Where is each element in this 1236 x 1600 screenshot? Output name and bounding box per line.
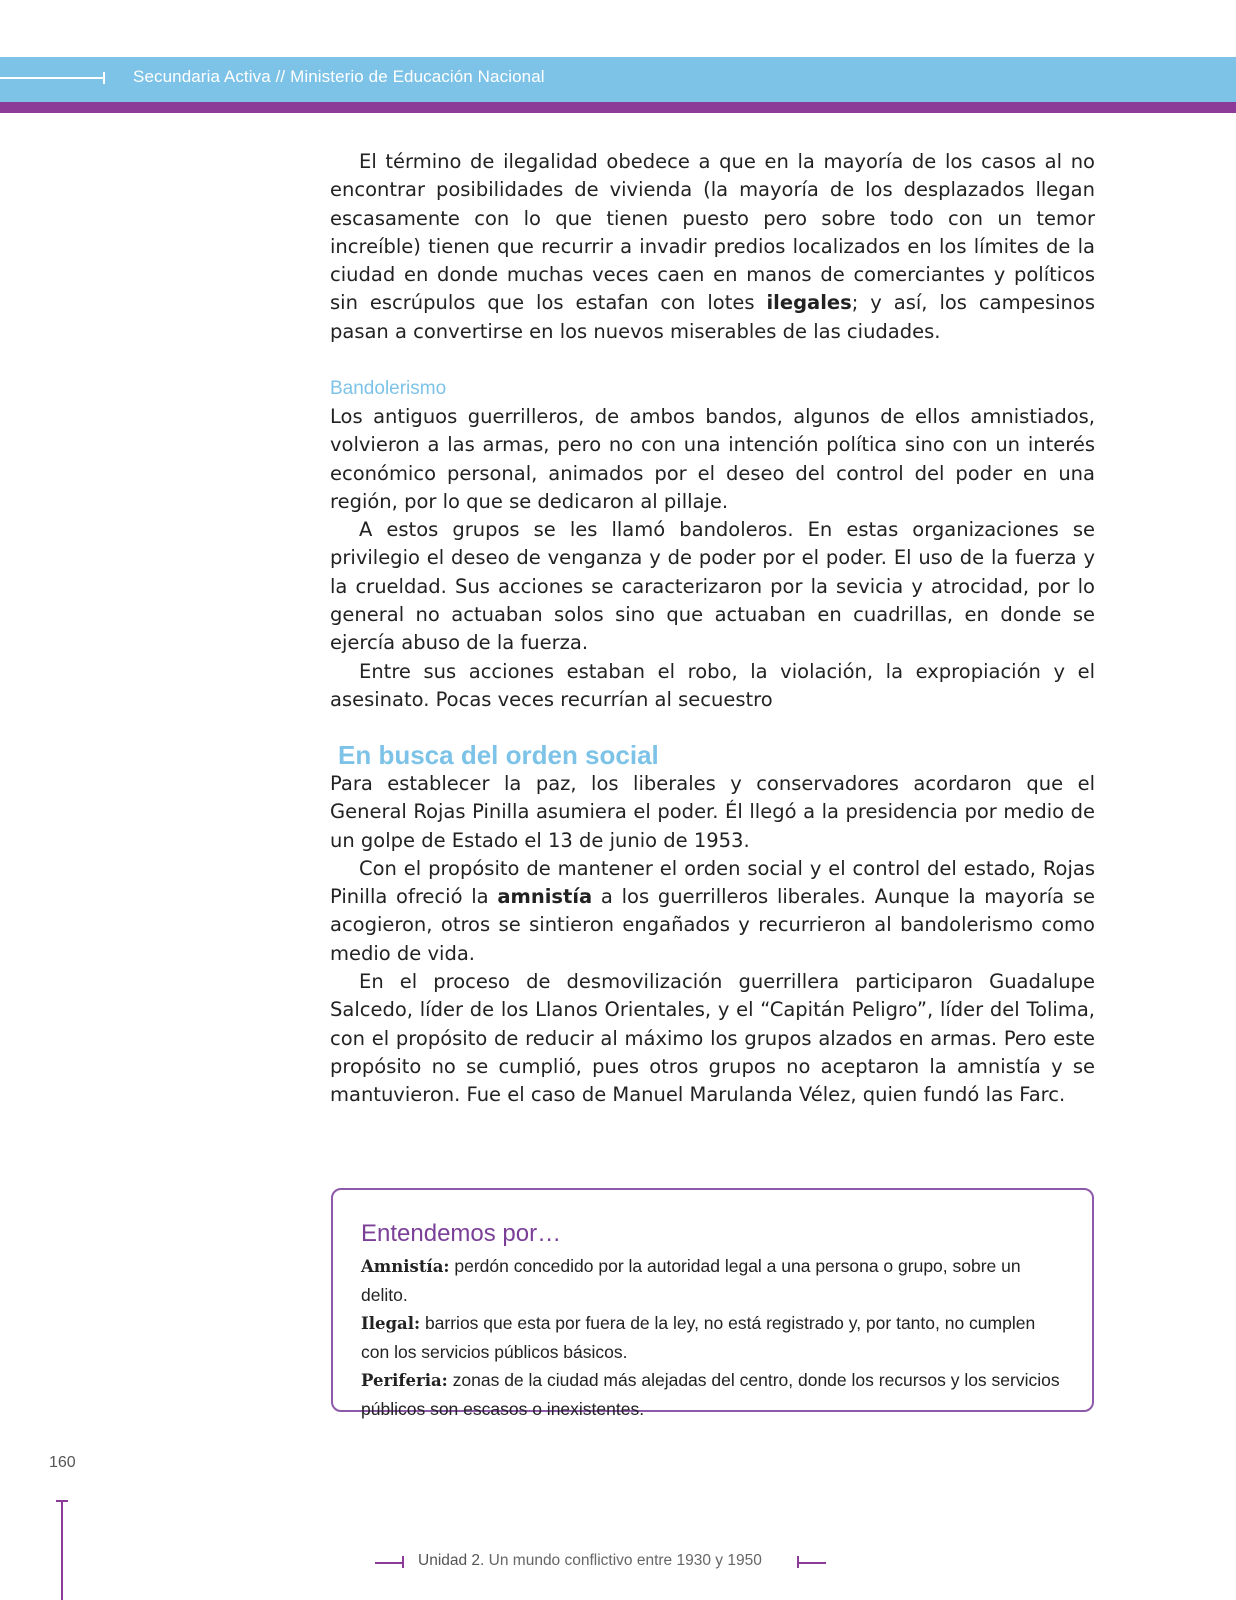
footer-rule-left-cap xyxy=(402,1556,404,1568)
bandolerismo-section xyxy=(330,375,1095,714)
bandolerismo-heading: Bandolerismo xyxy=(330,378,447,399)
glossary-entry-ilegal xyxy=(361,1309,1064,1366)
glossary-term: Periferia: xyxy=(361,1371,448,1390)
orden-social-section xyxy=(330,740,1095,1110)
glossary-box xyxy=(331,1188,1094,1419)
glossary-definition: barrios que esta por fuera de la ley, no está registrado y, por tanto, no cumplen con los servicios públicos básicos. xyxy=(361,1313,1036,1362)
orden-paragraph-2 xyxy=(330,855,1095,968)
ilegalidad-paragraph xyxy=(330,148,1095,346)
glossary-title: Entendemos por… xyxy=(361,1220,562,1247)
glossary-definition: zonas de la ciudad más alejadas del centro, donde los recursos y los servicios públicos son escasos o inexistentes. xyxy=(361,1370,1060,1419)
glossary-entry-amnistia xyxy=(361,1252,1064,1309)
page-number: 160 xyxy=(49,1454,76,1471)
ilegalidad-text-1: El término de ilegalidad obedece a que en la mayoría de los casos al no encontrar posibilidades de vivienda (la mayoría de los desplazados llegan escasamente con lo que tienen puesto pero sobre todo con un temor increíble) tienen que recurrir a invadir predios localizados en los límites de la ciudad en donde muchas veces caen en manos de comerciantes y políticos sin escrúpulos que los estafan con lotes xyxy=(330,150,1095,315)
orden-social-heading: En busca del orden social xyxy=(338,740,659,770)
margin-line xyxy=(61,1500,63,1600)
orden-text-2a: Con el propósito de mantener el orden social y el control del estado, Rojas Pinilla ofreció la xyxy=(330,856,1095,909)
footer xyxy=(375,1551,825,1575)
intro-column xyxy=(330,148,1095,346)
orden-text-2b: a los guerrilleros liberales. Aunque la mayoría se acogieron, otros se sintieron engañados y recurrieron al bandolerismo como medio de vida. xyxy=(330,885,1095,965)
ilegalidad-bold-term: ilegales xyxy=(766,291,852,315)
glossary-term: Ilegal: xyxy=(361,1314,421,1333)
glossary-term: Amnistía: xyxy=(361,1257,450,1276)
orden-paragraph-1: Para establecer la paz, los liberales y conservadores acordaron que el General Rojas Pinilla asumiera el poder. Él llegó a la presidencia por medio de un golpe de Estado el 13 de junio de 1953. xyxy=(330,772,1095,852)
header-stripe xyxy=(0,102,1236,113)
footer-unit xyxy=(418,1552,762,1570)
bandolerismo-paragraph-3: Entre sus acciones estaban el robo, la violación, la expropiación y el asesinato. Pocas veces recurrían al secuestro xyxy=(330,659,1095,711)
orden-paragraph-3: En el proceso de desmovilización guerrillera participaron Guadalupe Salcedo, líder de los Llanos Orientales, y el “Capitán Peligro”, líder del Tolima, con el propósito de reducir al máximo los grupos alzados en armas. Pero este propósito no se cumplió, pues otros grupos no aceptaron la amnistía y se mantuvieron. Fue el caso de Manuel Marulanda Vélez, quien fundó las Farc. xyxy=(330,970,1095,1107)
footer-rule-right xyxy=(798,1562,826,1564)
footer-unit-title: Un mundo conflictivo entre 1930 y 1950 xyxy=(484,1552,762,1569)
glossary-definition: perdón concedido por la autoridad legal a una persona o grupo, sobre un delito. xyxy=(361,1256,1021,1305)
header-title: Secundaria Activa // Ministerio de Educación Nacional xyxy=(133,67,545,86)
glossary-entry-periferia xyxy=(361,1366,1064,1423)
footer-unit-label: Unidad 2. xyxy=(418,1552,485,1569)
header-rule-tick xyxy=(103,72,105,84)
bandolerismo-paragraph-2: A estos grupos se les llamó bandoleros. En estas organizaciones se privilegio el deseo de venganza y de poder por el poder. El uso de la fuerza y la crueldad. Sus acciones se caracterizaron por la sevicia y atrocidad, por lo general no actuaban solos sino que actuaban en cuadrillas, en donde se ejercía abuso de la fuerza. xyxy=(330,518,1095,655)
header-rule xyxy=(0,77,104,79)
bandolerismo-paragraph-1: Los antiguos guerrilleros, de ambos bandos, algunos de ellos amnistiados, volvieron a las armas, pero no con una intención política sino con un interés económico personal, animados por el deseo del control del poder en una región, por lo que se dedicaron al pillaje. xyxy=(330,405,1095,513)
orden-bold-term: amnistía xyxy=(497,885,593,909)
ilegalidad-text-2: ; y así, los campesinos pasan a convertirse en los nuevos miserables de las ciudades. xyxy=(330,291,1095,343)
footer-rule-left xyxy=(375,1562,403,1564)
